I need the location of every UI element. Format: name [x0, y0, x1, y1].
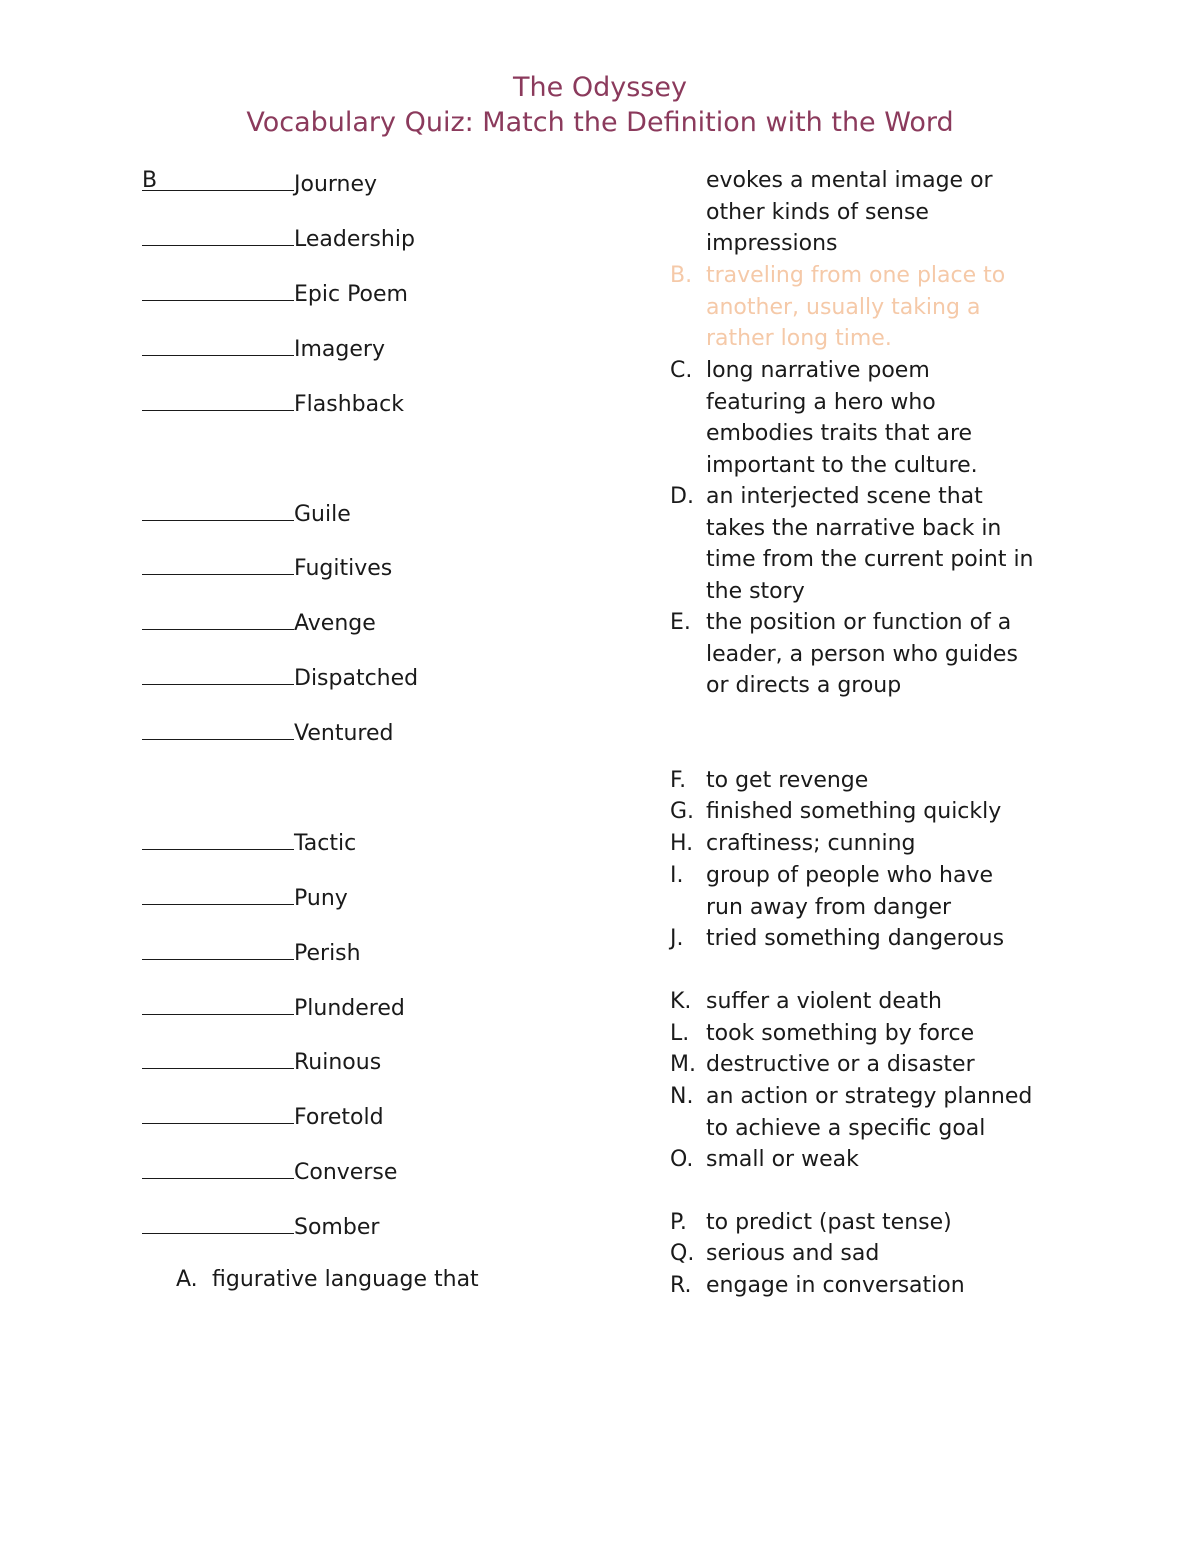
answer-blank[interactable] — [142, 1154, 294, 1179]
definition-letter: O. — [670, 1147, 694, 1172]
definition-letter: R. — [670, 1273, 692, 1298]
answer-blank[interactable] — [142, 1099, 294, 1124]
definition-letter: F. — [670, 768, 687, 793]
definition-line: small or weak — [706, 1147, 859, 1172]
definition-line: group of people who have — [706, 863, 994, 888]
answer-blank[interactable] — [142, 990, 294, 1015]
definition-line: to predict (past tense) — [706, 1210, 952, 1235]
word-row-leadership — [142, 221, 415, 255]
word-row-puny — [142, 880, 348, 914]
word-row-flashback — [142, 386, 404, 420]
definition-letter: M. — [670, 1052, 696, 1077]
definition-line: run away from danger — [706, 894, 952, 920]
vocab-word: Ruinous — [294, 1050, 382, 1075]
vocab-word: Puny — [294, 886, 348, 911]
answer-blank[interactable] — [142, 496, 294, 521]
word-row-dispatched — [142, 660, 418, 694]
definition-letter: Q. — [670, 1241, 695, 1266]
definition-line: destructive or a disaster — [706, 1052, 975, 1077]
definition-line: impressions — [706, 231, 838, 256]
definition-line: traveling from one place to — [706, 263, 1006, 288]
definition-line: another, usually taking a — [706, 294, 981, 320]
definition-line: time from the current point in — [706, 547, 1034, 572]
definition-line: figurative language that — [212, 1267, 479, 1292]
definition-line: tried something dangerous — [706, 926, 1005, 951]
definition-letter: I. — [670, 863, 684, 888]
definition-line: featuring a hero who — [706, 389, 936, 415]
answer-blank[interactable] — [142, 1209, 294, 1234]
word-row-fugitives — [142, 550, 392, 584]
answer-blank[interactable] — [142, 1044, 294, 1069]
answer-blank[interactable] — [142, 331, 294, 356]
word-row-imagery — [142, 331, 385, 365]
word-row-epic-poem — [142, 276, 408, 310]
definition-line: the story — [706, 578, 805, 604]
word-row-somber — [142, 1209, 379, 1243]
definition-line: takes the narrative back in — [706, 515, 1002, 541]
answer-blank[interactable] — [142, 660, 294, 685]
vocab-word: Guile — [294, 502, 351, 527]
definition-letter: P. — [670, 1210, 687, 1235]
word-row-converse — [142, 1154, 397, 1188]
word-row-guile — [142, 496, 351, 530]
vocab-word: Fugitives — [294, 556, 393, 581]
definition-line: engage in conversation — [706, 1273, 965, 1298]
answer-text: B — [142, 168, 158, 193]
vocab-word: Leadership — [294, 227, 415, 252]
definition-line: the position or function of a — [706, 610, 1012, 635]
definition-letter: D. — [670, 484, 694, 509]
definition-line: or directs a group — [706, 673, 902, 698]
definition-letter: L. — [670, 1021, 690, 1046]
vocab-word: Converse — [294, 1160, 398, 1185]
word-row-tactic — [142, 825, 356, 859]
definition-line: suffer a violent death — [706, 989, 942, 1014]
definition-line: craftiness; cunning — [706, 831, 916, 856]
definition-line: long narrative poem — [706, 358, 930, 383]
definition-line: finished something quickly — [706, 799, 1002, 824]
answer-blank[interactable] — [142, 166, 294, 191]
definition-line: leader, a person who guides — [706, 641, 1018, 667]
definition-line: to achieve a specific goal — [706, 1115, 986, 1141]
definition-letter: G. — [670, 799, 695, 824]
definition-line: serious and sad — [706, 1241, 880, 1266]
answer-blank[interactable] — [142, 276, 294, 301]
definition-letter: C. — [670, 358, 693, 383]
vocab-word: Tactic — [294, 831, 357, 856]
vocab-word: Plundered — [294, 996, 405, 1021]
answer-blank[interactable] — [142, 386, 294, 411]
definition-line: to get revenge — [706, 768, 869, 793]
answer-blank[interactable] — [142, 825, 294, 850]
definition-letter: N. — [670, 1084, 694, 1109]
word-row-ventured — [142, 715, 393, 749]
definition-line: important to the culture. — [706, 452, 978, 478]
definition-line: took something by force — [706, 1021, 975, 1046]
word-row-avenge — [142, 605, 376, 639]
word-row-plundered — [142, 990, 405, 1024]
word-row-ruinous — [142, 1044, 381, 1078]
definition-letter: K. — [670, 989, 692, 1014]
answer-blank[interactable] — [142, 605, 294, 630]
vocab-word: Perish — [294, 941, 361, 966]
answer-blank[interactable] — [142, 221, 294, 246]
page-title: The Odyssey — [513, 72, 687, 103]
vocab-word: Dispatched — [294, 666, 419, 691]
answer-blank[interactable] — [142, 715, 294, 740]
answer-blank[interactable] — [142, 880, 294, 905]
definition-line: evokes a mental image or — [706, 168, 993, 193]
definition-line: rather long time. — [706, 326, 892, 351]
word-row-foretold — [142, 1099, 384, 1133]
word-row-journey — [142, 166, 377, 200]
answer-blank[interactable] — [142, 550, 294, 575]
vocab-word: Imagery — [294, 337, 385, 362]
definition-line: an action or strategy planned — [706, 1084, 1033, 1109]
definition-line: an interjected scene that — [706, 484, 983, 509]
word-row-perish — [142, 935, 361, 969]
vocab-word: Somber — [294, 1215, 380, 1240]
vocab-word: Journey — [294, 172, 378, 197]
vocab-word: Avenge — [294, 611, 376, 636]
definition-letter: A. — [176, 1267, 198, 1292]
vocab-word: Flashback — [294, 392, 404, 417]
definition-line: other kinds of sense — [706, 199, 929, 225]
definition-letter: J. — [670, 926, 684, 951]
definition-letter: B. — [670, 263, 693, 288]
vocab-word: Ventured — [294, 721, 394, 746]
vocab-word: Epic Poem — [294, 282, 408, 307]
answer-blank[interactable] — [142, 935, 294, 960]
definition-line: embodies traits that are — [706, 421, 973, 446]
definition-letter: H. — [670, 831, 694, 856]
vocab-word: Foretold — [294, 1105, 384, 1130]
page-subtitle: Vocabulary Quiz: Match the Definition with the Word — [246, 107, 954, 138]
definition-letter: E. — [670, 610, 691, 635]
